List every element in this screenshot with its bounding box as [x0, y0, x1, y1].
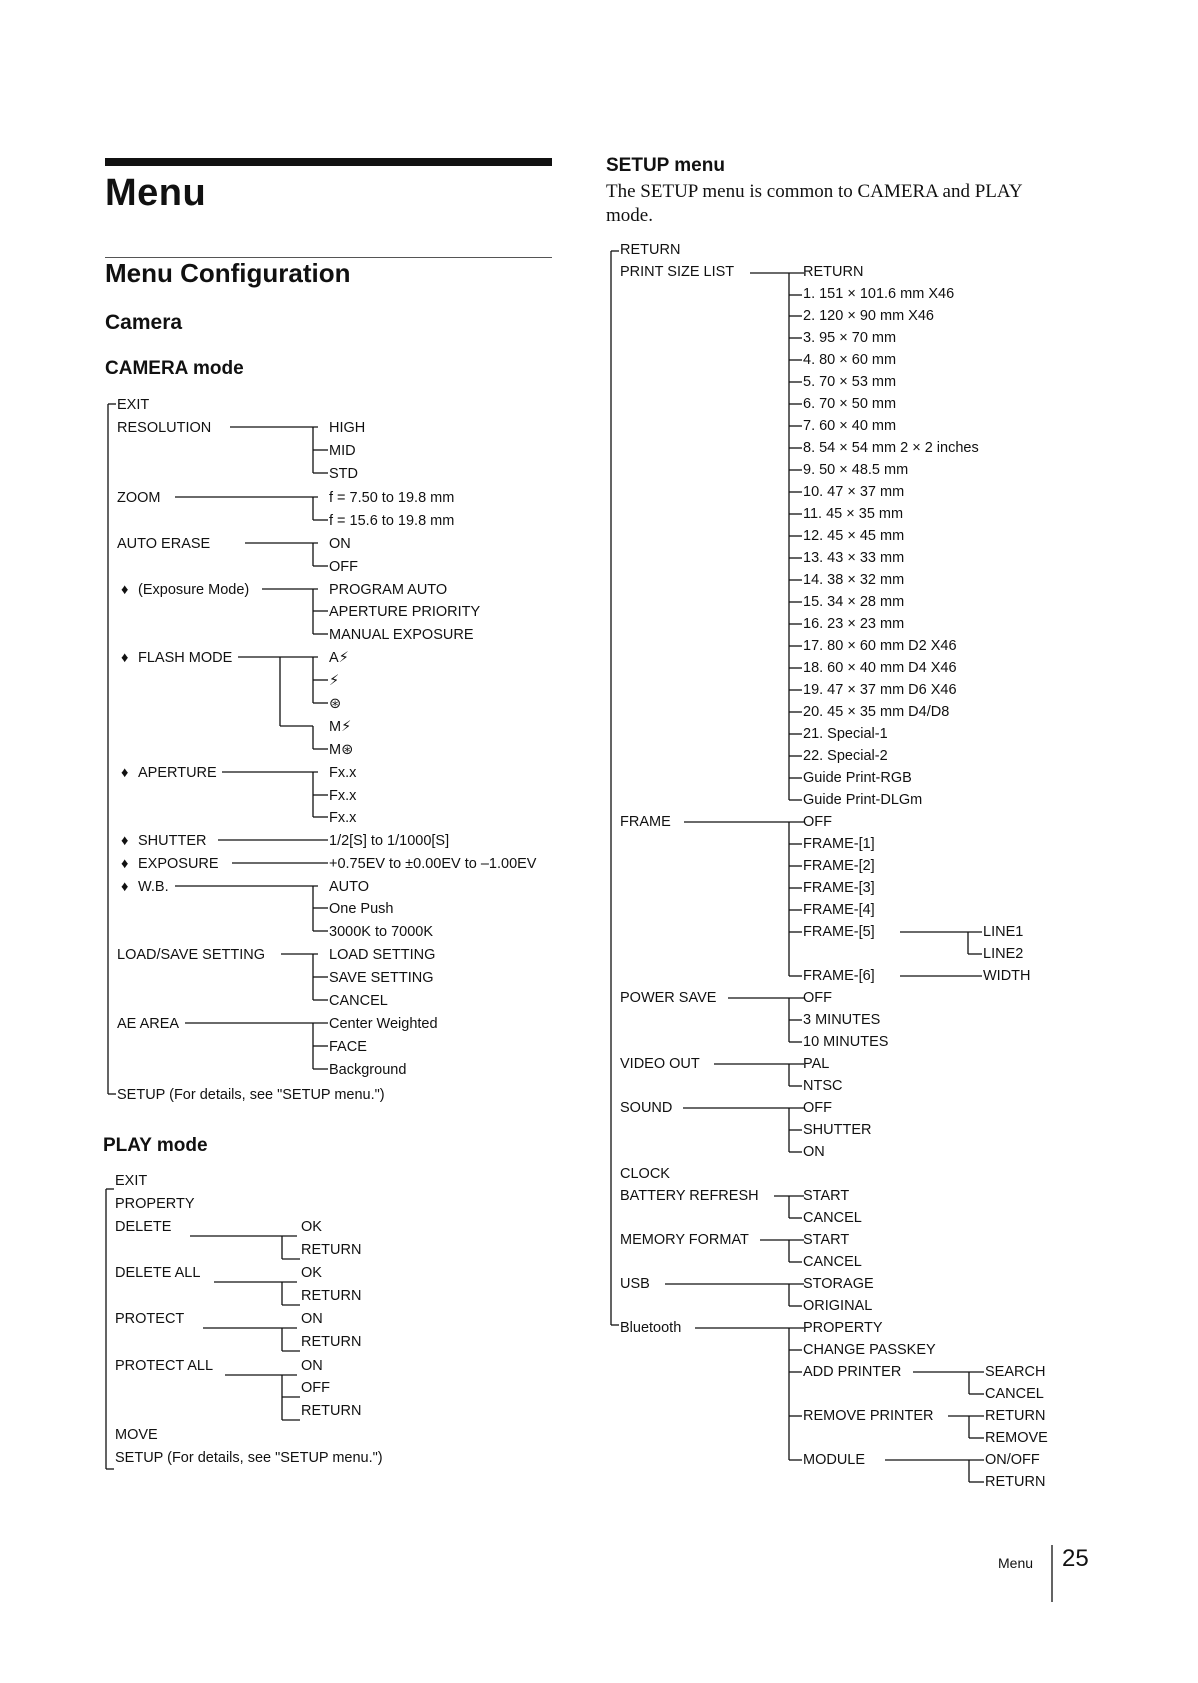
flash-option: M⊛ — [329, 742, 354, 758]
mode-icon: ♦ — [121, 650, 129, 666]
print-size-option: 22. Special-2 — [803, 748, 888, 764]
aperture-option: Fx.x — [329, 765, 357, 781]
delete-all-label: DELETE ALL — [115, 1265, 201, 1281]
frame-label: FRAME — [620, 814, 671, 830]
setup-return: RETURN — [620, 242, 681, 258]
frame-option: FRAME-[6] — [803, 968, 875, 984]
protect-label: PROTECT — [115, 1311, 185, 1327]
exposure-mode-option: MANUAL EXPOSURE — [329, 627, 474, 643]
print-size-option: 11. 45 × 35 mm — [803, 506, 904, 522]
sound-option: OFF — [803, 1100, 832, 1116]
usb-label: USB — [620, 1276, 650, 1292]
shutter-label: SHUTTER — [138, 833, 207, 849]
flash-option: A⚡ — [329, 650, 349, 666]
usb-option: ORIGINAL — [803, 1298, 873, 1314]
print-size-option: 2. 120 × 90 mm X46 — [803, 308, 934, 324]
print-size-option: 3. 95 × 70 mm — [803, 330, 897, 346]
play-mode-heading: PLAY mode — [103, 1135, 208, 1156]
exposure-value: +0.75EV to ±0.00EV to –1.00EV — [329, 856, 537, 872]
protect-all-option: RETURN — [301, 1403, 362, 1419]
bluetooth-option: REMOVE PRINTER — [803, 1408, 934, 1424]
exposure-mode-label: (Exposure Mode) — [138, 582, 250, 598]
memory-format-option: CANCEL — [803, 1254, 862, 1270]
delete-label: DELETE — [115, 1219, 172, 1235]
print-size-option: 1. 151 × 101.6 mm X46 — [803, 286, 955, 302]
frame6-option: WIDTH — [983, 968, 1031, 984]
module-option: RETURN — [985, 1474, 1046, 1490]
protect-all-option: ON — [301, 1358, 323, 1374]
ae-area-option: FACE — [329, 1039, 367, 1055]
mode-icon: ♦ — [121, 856, 129, 872]
play-property: PROPERTY — [115, 1196, 195, 1212]
power-save-label: POWER SAVE — [620, 990, 717, 1006]
mode-icon: ♦ — [121, 582, 129, 598]
battery-refresh-option: START — [803, 1188, 850, 1204]
delete-option: OK — [301, 1219, 322, 1235]
print-size-option: 5. 70 × 53 mm — [803, 374, 897, 390]
zoom-option: f = 15.6 to 19.8 mm — [329, 513, 455, 529]
footer-label: Menu — [998, 1555, 1034, 1571]
frame-option: FRAME-[1] — [803, 836, 875, 852]
zoom-option: f = 7.50 to 19.8 mm — [329, 490, 455, 506]
play-move: MOVE — [115, 1427, 158, 1443]
print-size-option: Guide Print-DLGm — [803, 792, 923, 808]
video-out-option: NTSC — [803, 1078, 843, 1094]
ae-area-label: AE AREA — [117, 1016, 180, 1032]
protect-option: RETURN — [301, 1334, 362, 1350]
shutter-value: 1/2[S] to 1/1000[S] — [329, 833, 450, 849]
resolution-label: RESOLUTION — [117, 420, 212, 436]
aperture-option: Fx.x — [329, 810, 357, 826]
subsection-title: Camera — [105, 311, 183, 334]
resolution-option: MID — [329, 443, 356, 459]
power-save-option: OFF — [803, 990, 832, 1006]
print-size-option: RETURN — [803, 264, 864, 280]
clock-label: CLOCK — [620, 1166, 670, 1182]
add-printer-option: CANCEL — [985, 1386, 1044, 1402]
print-size-option: 6. 70 × 50 mm — [803, 396, 897, 412]
flash-mode-label: FLASH MODE — [138, 650, 233, 666]
page-number: 25 — [1062, 1545, 1089, 1572]
battery-refresh-label: BATTERY REFRESH — [620, 1188, 759, 1204]
load-save-option: LOAD SETTING — [329, 947, 436, 963]
module-option: ON/OFF — [985, 1452, 1040, 1468]
load-save-option: SAVE SETTING — [329, 970, 434, 986]
print-size-option: 16. 23 × 23 mm — [803, 616, 905, 632]
page-title: Menu — [105, 172, 207, 214]
print-size-option: 9. 50 × 48.5 mm — [803, 462, 909, 478]
power-save-option: 3 MINUTES — [803, 1012, 881, 1028]
frame-option: FRAME-[2] — [803, 858, 875, 874]
bluetooth-option: CHANGE PASSKEY — [803, 1342, 936, 1358]
power-save-option: 10 MINUTES — [803, 1034, 889, 1050]
battery-refresh-option: CANCEL — [803, 1210, 862, 1226]
section-title: Menu Configuration — [105, 258, 351, 288]
print-size-option: 18. 60 × 40 mm D4 X46 — [803, 660, 957, 676]
print-size-option: 4. 80 × 60 mm — [803, 352, 897, 368]
flash-option: M⚡ — [329, 719, 352, 735]
frame-option: FRAME-[3] — [803, 880, 875, 896]
resolution-option: STD — [329, 466, 358, 482]
play-setup: SETUP (For details, see "SETUP menu.") — [115, 1450, 383, 1466]
aperture-option: Fx.x — [329, 788, 357, 804]
load-save-label: LOAD/SAVE SETTING — [117, 947, 265, 963]
protect-option: ON — [301, 1311, 323, 1327]
print-size-option: Guide Print-RGB — [803, 770, 912, 786]
bluetooth-option: MODULE — [803, 1452, 866, 1468]
frame-option: FRAME-[5] — [803, 924, 875, 940]
bluetooth-option: ADD PRINTER — [803, 1364, 902, 1380]
protect-all-option: OFF — [301, 1380, 330, 1396]
mode-icon: ♦ — [121, 879, 129, 895]
setup-menu-heading: SETUP menu — [606, 155, 725, 176]
print-size-option: 8. 54 × 54 mm 2 × 2 inches — [803, 440, 979, 456]
aperture-label: APERTURE — [138, 765, 217, 781]
flash-option: ⚡ — [329, 673, 340, 689]
delete-all-option: RETURN — [301, 1288, 362, 1304]
mode-icon: ♦ — [121, 765, 129, 781]
camera-mode-heading: CAMERA mode — [105, 358, 244, 379]
video-out-label: VIDEO OUT — [620, 1056, 700, 1072]
bluetooth-option: PROPERTY — [803, 1320, 883, 1336]
flash-option: ⊛ — [329, 696, 342, 712]
resolution-option: HIGH — [329, 420, 366, 436]
ae-area-option: Center Weighted — [329, 1016, 438, 1032]
print-size-option: 10. 47 × 37 mm — [803, 484, 905, 500]
wb-label: W.B. — [138, 879, 169, 895]
wb-option: One Push — [329, 901, 394, 917]
print-size-option: 13. 43 × 33 mm — [803, 550, 905, 566]
zoom-label: ZOOM — [117, 490, 161, 506]
protect-all-label: PROTECT ALL — [115, 1358, 214, 1374]
play-exit: EXIT — [115, 1173, 148, 1189]
print-size-option: 21. Special-1 — [803, 726, 888, 742]
print-size-list-label: PRINT SIZE LIST — [620, 264, 735, 280]
sound-option: ON — [803, 1144, 825, 1160]
usb-option: STORAGE — [803, 1276, 874, 1292]
print-size-option: 17. 80 × 60 mm D2 X46 — [803, 638, 957, 654]
print-size-option: 14. 38 × 32 mm — [803, 572, 905, 588]
camera-setup: SETUP (For details, see "SETUP menu.") — [117, 1087, 385, 1103]
wb-option: 3000K to 7000K — [329, 924, 434, 940]
memory-format-label: MEMORY FORMAT — [620, 1232, 749, 1248]
wb-option: AUTO — [329, 879, 370, 895]
bluetooth-label: Bluetooth — [620, 1320, 682, 1336]
print-size-option: 7. 60 × 40 mm — [803, 418, 897, 434]
remove-printer-option: REMOVE — [985, 1430, 1048, 1446]
frame5-option: LINE1 — [983, 924, 1024, 940]
auto-erase-option: OFF — [329, 559, 358, 575]
auto-erase-label: AUTO ERASE — [117, 536, 211, 552]
delete-all-option: OK — [301, 1265, 322, 1281]
delete-option: RETURN — [301, 1242, 362, 1258]
setup-menu-intro: The SETUP menu is common to CAMERA and PLAY mode. — [606, 181, 1022, 226]
remove-printer-option: RETURN — [985, 1408, 1046, 1424]
frame5-option: LINE2 — [983, 946, 1024, 962]
print-size-option: 19. 47 × 37 mm D6 X46 — [803, 682, 957, 698]
print-size-option: 12. 45 × 45 mm — [803, 528, 905, 544]
print-size-option: 20. 45 × 35 mm D4/D8 — [803, 704, 950, 720]
camera-exit: EXIT — [117, 397, 150, 413]
memory-format-option: START — [803, 1232, 850, 1248]
auto-erase-option: ON — [329, 536, 351, 552]
sound-option: SHUTTER — [803, 1122, 872, 1138]
add-printer-option: SEARCH — [985, 1364, 1046, 1380]
exposure-mode-option: APERTURE PRIORITY — [329, 604, 481, 620]
ae-area-option: Background — [329, 1062, 407, 1078]
frame-option: OFF — [803, 814, 832, 830]
mode-icon: ♦ — [121, 833, 129, 849]
frame-option: FRAME-[4] — [803, 902, 875, 918]
exposure-label: EXPOSURE — [138, 856, 219, 872]
print-size-option: 15. 34 × 28 mm — [803, 594, 905, 610]
video-out-option: PAL — [803, 1056, 830, 1072]
exposure-mode-option: PROGRAM AUTO — [329, 582, 448, 598]
sound-label: SOUND — [620, 1100, 673, 1116]
load-save-option: CANCEL — [329, 993, 388, 1009]
